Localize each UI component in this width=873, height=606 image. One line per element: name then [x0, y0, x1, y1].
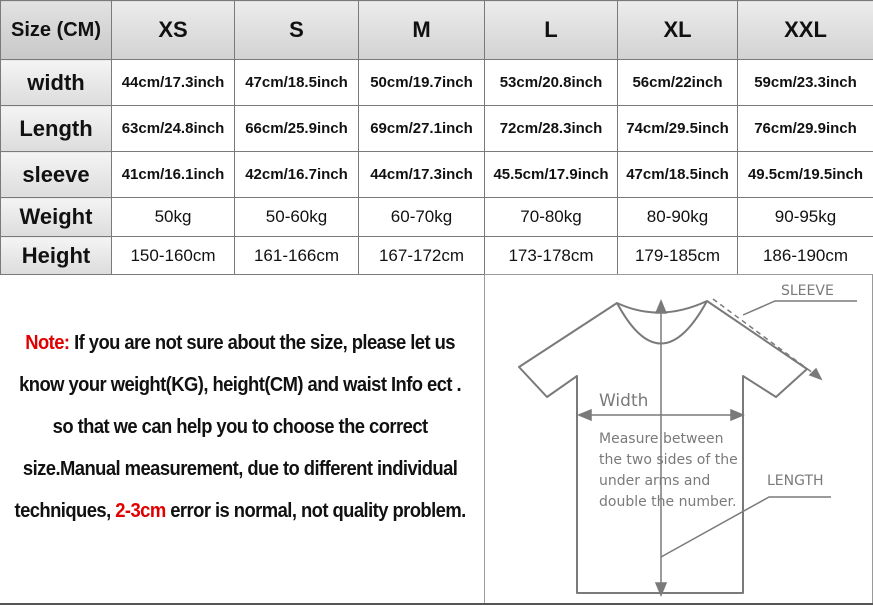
note-text-1: If you are not sure about the size, please let us — [69, 332, 455, 354]
tshirt-measurement-diagram — [484, 274, 873, 604]
table-cell: 44cm/17.3inch — [112, 60, 235, 106]
row-label-height: Height — [1, 237, 112, 275]
note-error-range: 2-3cm — [115, 500, 166, 522]
sleeve-leader-line — [743, 301, 857, 315]
table-cell: 186-190cm — [738, 237, 873, 275]
sleeve-arrow-head — [810, 369, 821, 379]
size-header-xs: XS — [112, 1, 235, 60]
table-cell: 53cm/20.8inch — [485, 60, 618, 106]
size-chart-table — [0, 0, 873, 275]
table-cell: 66cm/25.9inch — [235, 106, 359, 152]
table-cell: 173-178cm — [485, 237, 618, 275]
table-row-width — [1, 60, 873, 106]
table-cell: 50kg — [112, 198, 235, 237]
note-line-1 — [0, 322, 480, 364]
size-header-xxl: XXL — [738, 1, 873, 60]
table-row-height — [1, 237, 873, 275]
table-cell: 41cm/16.1inch — [112, 152, 235, 198]
table-cell: 150-160cm — [112, 237, 235, 275]
table-row-sleeve — [1, 152, 873, 198]
size-header-row — [1, 1, 873, 60]
note-text-5a: techniques, — [14, 500, 116, 522]
table-cell: 60-70kg — [359, 198, 485, 237]
table-cell: 45.5cm/17.9inch — [485, 152, 618, 198]
size-header-corner: Size (CM) — [1, 1, 112, 60]
table-row-length — [1, 106, 873, 152]
width-arrow-right — [731, 410, 743, 420]
table-cell: 47cm/18.5inch — [235, 60, 359, 106]
length-arrow-top — [656, 301, 666, 313]
table-cell: 74cm/29.5inch — [618, 106, 738, 152]
diagram-width-label: Width — [599, 391, 649, 411]
table-cell: 59cm/23.3inch — [738, 60, 873, 106]
note-line-3: so that we can help you to choose the correct — [52, 416, 428, 438]
row-label-length: Length — [1, 106, 112, 152]
table-cell: 49.5cm/19.5inch — [738, 152, 873, 198]
table-cell: 80-90kg — [618, 198, 738, 237]
table-cell: 56cm/22inch — [618, 60, 738, 106]
width-arrow-left — [579, 410, 591, 420]
size-header-m: M — [359, 1, 485, 60]
table-cell: 69cm/27.1inch — [359, 106, 485, 152]
table-cell: 72cm/28.3inch — [485, 106, 618, 152]
bottom-divider — [0, 603, 873, 605]
table-cell: 50cm/19.7inch — [359, 60, 485, 106]
table-row-weight — [1, 198, 873, 237]
table-cell: 161-166cm — [235, 237, 359, 275]
table-cell: 50-60kg — [235, 198, 359, 237]
row-label-sleeve: sleeve — [1, 152, 112, 198]
size-note — [0, 322, 480, 532]
row-label-weight: Weight — [1, 198, 112, 237]
table-cell: 47cm/18.5inch — [618, 152, 738, 198]
row-label-width: width — [1, 60, 112, 106]
size-header-l: L — [485, 1, 618, 60]
note-line-5 — [0, 490, 480, 532]
note-text-5b: error is normal, not quality problem. — [165, 500, 466, 522]
diagram-measure-text: Measure between the two sides of the under arms and double the number. — [599, 431, 738, 510]
note-line-2: know your weight(KG), height(CM) and waist Info ect . — [19, 374, 462, 396]
note-label: Note: — [25, 332, 70, 354]
table-cell: 76cm/29.9inch — [738, 106, 873, 152]
size-header-xl: XL — [618, 1, 738, 60]
table-cell: 167-172cm — [359, 237, 485, 275]
table-cell: 179-185cm — [618, 237, 738, 275]
size-header-s: S — [235, 1, 359, 60]
table-cell: 70-80kg — [485, 198, 618, 237]
table-cell: 90-95kg — [738, 198, 873, 237]
table-cell: 42cm/16.7inch — [235, 152, 359, 198]
table-cell: 63cm/24.8inch — [112, 106, 235, 152]
note-line-4: size.Manual measurement, due to different individual — [22, 458, 458, 480]
table-cell: 44cm/17.3inch — [359, 152, 485, 198]
diagram-sleeve-label: SLEEVE — [781, 283, 834, 299]
diagram-length-label: LENGTH — [767, 473, 824, 489]
